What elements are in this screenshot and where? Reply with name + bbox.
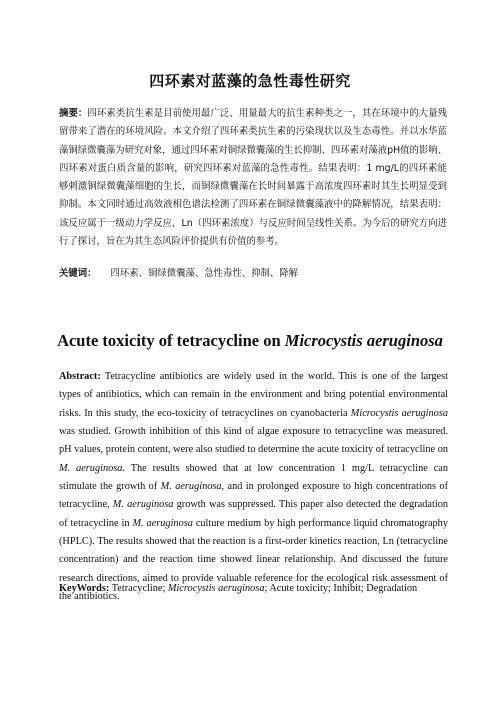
english-keywords (59, 580, 448, 598)
english-keywords-text: Tetracycline; (109, 583, 168, 594)
english-title (0, 331, 500, 351)
english-title-species: Microcystis aeruginosa (284, 331, 443, 350)
chinese-abstract-text: 四环素类抗生素是目前使用最广泛、用量最大的抗生素种类之一，其在环境中的大量残留带来了潜在的环境风险。本文介绍了四环素类抗生素的污染现状以及生态毒性。并以水华蓝藻铜绿微囊藻为研究对象，通过四环素对铜绿微囊藻的生长抑制、四环素对藻液pH值的影响、四环素对蛋白质含量的影响，研究四环素对蓝藻的急性毒性。结果表明：1 mg/L的四环素能够刺激铜绿微囊藻细胞的生长，而铜绿微囊藻在长时间暴露于高浓度四环素时其生长明显受到抑制。本文同时通过高效液相色谱法检测了四环素在铜绿微囊藻液中的降解情况，结果表明：该反应属于一级动力学反应，Ln（四环素浓度）与反应时间呈线性关系。为今后的研究方向进行了探讨，旨在为其生态风险评价提供有价值的参考。 (59, 108, 448, 248)
chinese-title: 四环素对蓝藻的急性毒性研究 (149, 72, 351, 90)
english-abstract-text: was studied. Growth inhibition of this kind of algae exposure to tetracycline was measured. pH values, protein content, were also studied to determine the acute toxicity of tetracycline on (59, 426, 448, 456)
chinese-abstract-label: 摘要： (59, 108, 88, 119)
species-name: M. aeruginosa (59, 462, 123, 474)
english-abstract-text: . The results showed that at low concentration 1 mg/L tetracycline can stimulate the growth of (59, 462, 449, 493)
english-title-text: Acute toxicity of tetracycline on (57, 331, 285, 350)
chinese-keywords-label: 关键词： (59, 268, 97, 279)
english-abstract-text: culture medium by high performance liquid chromatography (HPLC). The results showed that the reaction is a first-order kinetics reaction, Ln (tetracycline concentration) and the reaction time showed linear relationship. And discussed the future research directions, aimed to provide valuable reference for the ecological risk assessment of the antibiotics. (59, 517, 448, 603)
chinese-abstract (59, 105, 447, 251)
english-abstract-label: Abstract: (59, 371, 101, 382)
species-name: M. aeruginosa (132, 517, 193, 529)
chinese-keywords-text: 四环素、铜绿微囊藻、急性毒性、抑制、降解 (110, 268, 299, 279)
english-abstract-text: , and in prolonged exposure to high concentrations of tetracycline, (59, 481, 449, 511)
english-abstract-text: Tetracycline antibiotics are widely used in the world. This is one of the largest types of antibiotics, which can remain in the environment and bring potential environmental risks. In this study, the eco-toxicity of tetracyclines on cyanobacteria (59, 371, 448, 419)
english-abstract-text: growth was suppressed. This paper also detected the degradation of tetracycline in (59, 499, 449, 529)
english-abstract (59, 368, 448, 606)
species-name: M. aeruginosa (160, 481, 222, 493)
english-keywords-label: KeyWords: (59, 583, 110, 594)
species-name: Microcystis aeruginosa (350, 407, 448, 419)
english-keywords-text: ; Acute toxicity; Inhibit; Degradation (264, 583, 418, 594)
species-name: Microcystis aeruginosa (167, 583, 265, 594)
species-name: M. aeruginosa (112, 499, 174, 511)
chinese-keywords (59, 265, 447, 283)
